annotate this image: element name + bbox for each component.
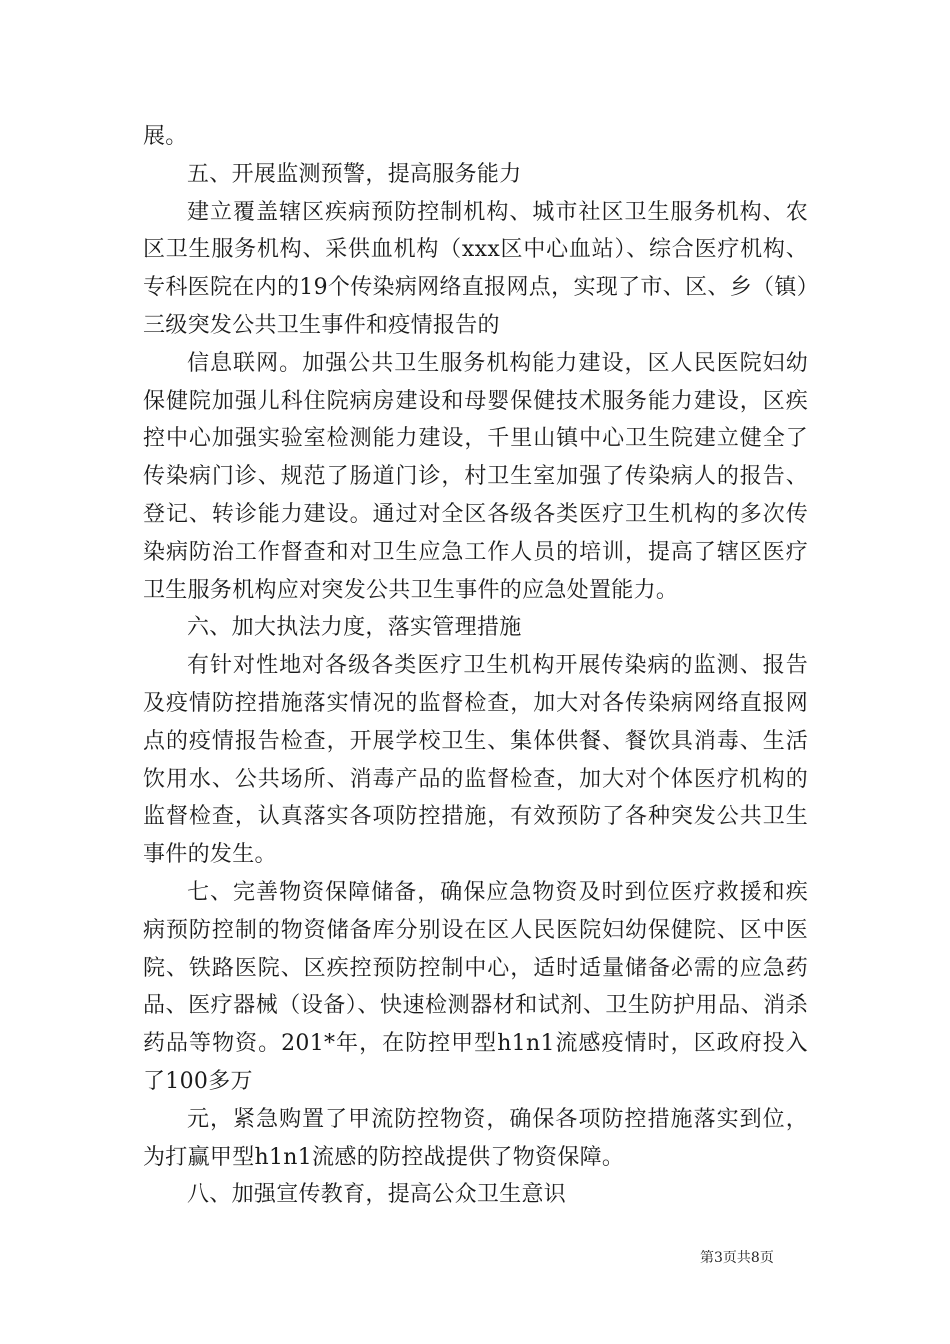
- section-heading-5: 五、开展监测预警，提高服务能力: [187, 161, 522, 187]
- document-body: [143, 118, 808, 1214]
- section-heading-6: 六、加大执法力度，落实管理措施: [187, 615, 522, 641]
- paragraph-continuation: 展。: [143, 124, 188, 149]
- paragraph-supplies-reserve: 七、完善物资保障储备，确保应急物资及时到位医疗救援和疾病预防控制的物资储备库分别设在区人民医院妇幼保健院、区中医院、铁路医院、区疾控预防控制中心，适时适量储备必需的应急药品、医疗器械（设备）、快速检测器材和试剂、卫生防护用品、消杀药品等物资。201*年，在防控甲型h1n1流感疫情时，区政府投入了100多万: [143, 879, 808, 1094]
- paragraph-monitoring-network: 建立覆盖辖区疾病预防控制机构、城市社区卫生服务机构、农区卫生服务机构、采供血机构（xxx区中心血站）、综合医疗机构、专科医院在内的19个传染病网络直报网点，实现了市、区、乡（镇）三级突发公共卫生事件和疫情报告的: [143, 199, 808, 338]
- paragraph-supplies-purchase: 元，紧急购置了甲流防控物资，确保各项防控措施落实到位，为打赢甲型h1n1流感的防控战提供了物资保障。: [143, 1106, 808, 1170]
- section-heading-8: 八、加强宣传教育，提高公众卫生意识: [187, 1182, 567, 1208]
- paragraph-capacity-building: 信息联网。加强公共卫生服务机构能力建设，区人民医院妇幼保健院加强儿科住院病房建设和母婴保健技术服务能力建设，区疾控中心加强实验室检测能力建设，千里山镇中心卫生院建立健全了传染病门诊、规范了肠道门诊，村卫生室加强了传染病人的报告、登记、转诊能力建设。通过对全区各级各类医疗卫生机构的多次传染病防治工作督查和对卫生应急工作人员的培训，提高了辖区医疗卫生服务机构应对突发公共卫生事件的应急处置能力。: [143, 350, 808, 603]
- page-number-footer: 第3页共8页: [700, 1250, 774, 1266]
- paragraph-law-enforcement: 有针对性地对各级各类医疗卫生机构开展传染病的监测、报告及疫情防控措施落实情况的监督检查，加大对各传染病网络直报网点的疫情报告检查，开展学校卫生、集体供餐、餐饮具消毒、生活饮用水、公共场所、消毒产品的监督检查，加大对个体医疗机构的监督检查，认真落实各项防控措施，有效预防了各种突发公共卫生事件的发生。: [143, 653, 808, 868]
